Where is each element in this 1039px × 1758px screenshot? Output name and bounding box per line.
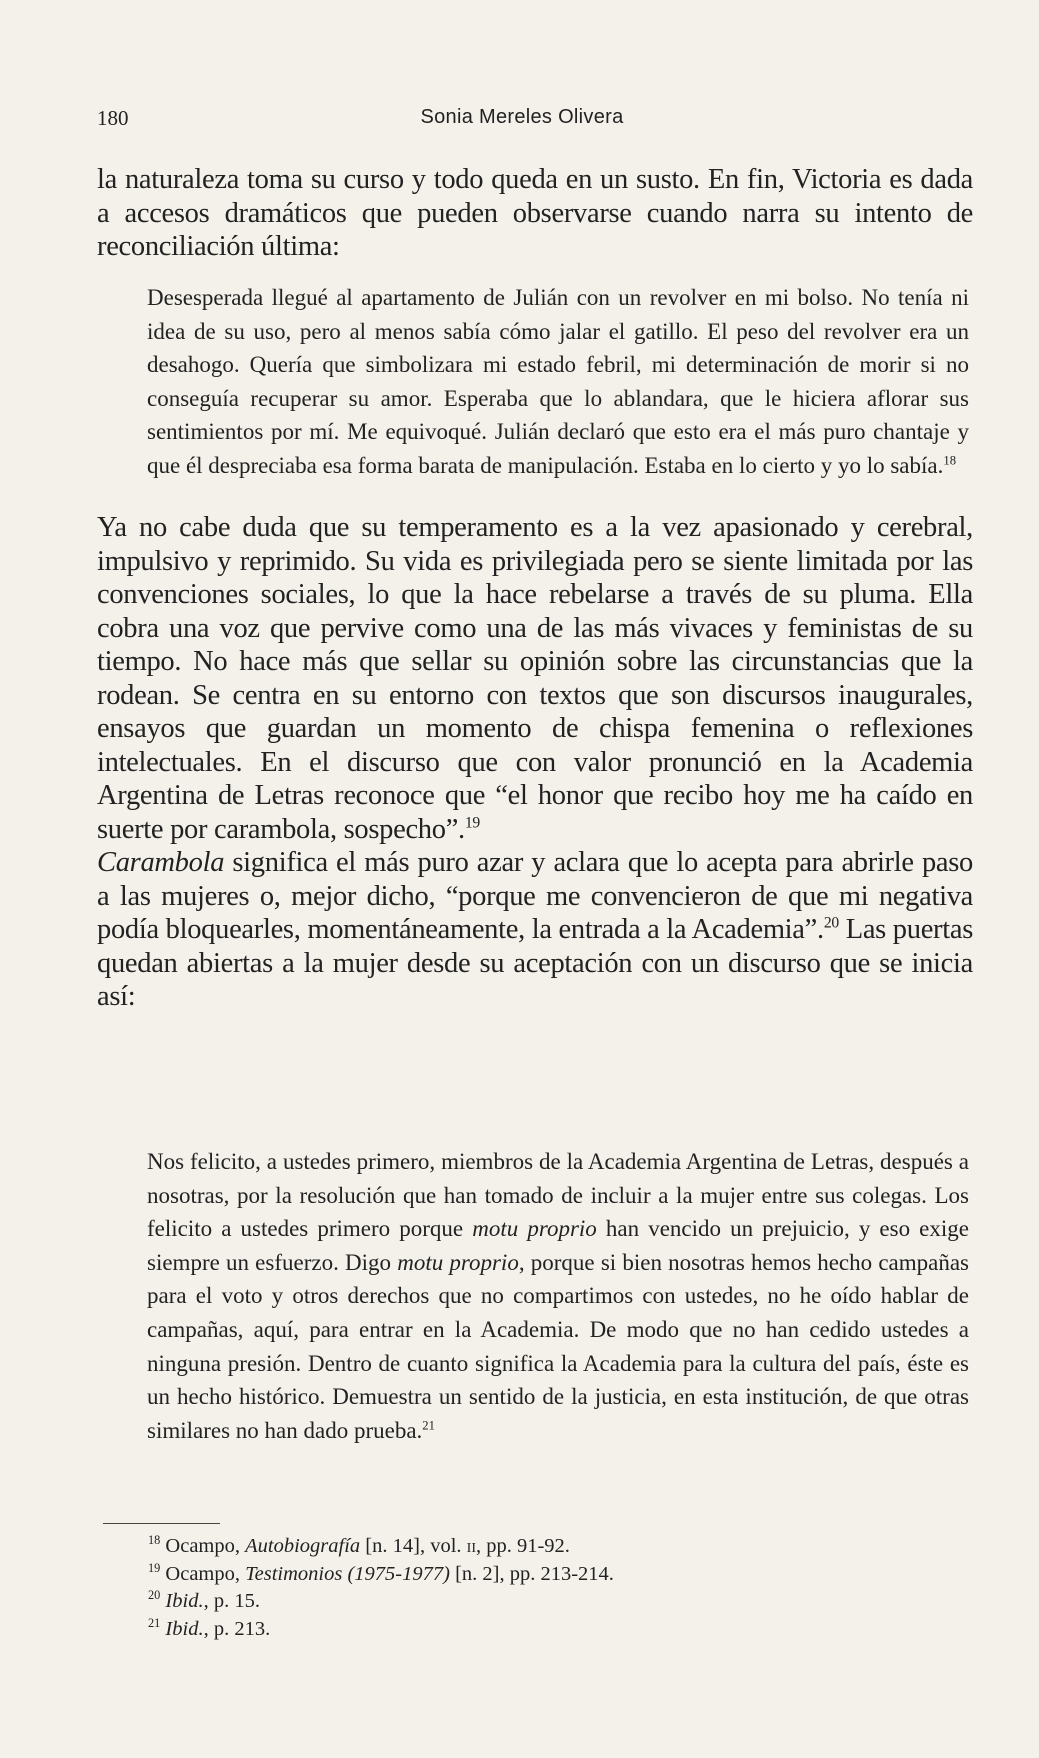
footnote-21 bbox=[148, 1616, 848, 1644]
quote-text-a: Nos felicito, a ustedes primero, miembros de la Academia Argentina de Letras, después a nosotras, por la resolución que han tomado de incluir a la mujer entre sus colegas. Los felicito a ustedes primero porque bbox=[147, 1149, 969, 1242]
footnote-volume: ii bbox=[466, 1535, 476, 1557]
note-ref-19: 19 bbox=[464, 814, 480, 831]
footnote-title: Ibid. bbox=[165, 1590, 204, 1612]
quote-text: Desesperada llegué al apartamento de Julián con un revolver en mi bolso. No tenía ni idea de su uso, pero al menos sabía cómo jalar el gatillo. El peso del revolver era un desahogo. Quería que simbolizara mi estado febril, mi determinación de morir si no conseguía recuperar su amor. Esperaba que lo ablandara, que le hiciera aflorar sus sentimientos por mí. Me equivoqué. Julián declaró que esto era el más puro chantaje y que él despreciaba esa forma barata de manipulación. Estaba en lo cierto y yo lo sabía. bbox=[147, 285, 969, 478]
footnote-text: Ocampo, bbox=[165, 1562, 246, 1585]
italic-term-carambola: Carambola bbox=[97, 847, 225, 878]
footnote-19 bbox=[148, 1561, 848, 1589]
paragraph-text-b: significa el más puro azar y aclara que lo acepta para abrirle paso a las mujeres o, mejor dicho, “porque me convencieron de que mi negativa podía bloquearles, momentáneamente, la entrada a la Academia”. bbox=[97, 847, 973, 945]
body-paragraph-2 bbox=[97, 511, 973, 1014]
quote-text-b: han vencido un prejuicio, y eso exige siempre un esfuerzo. Digo bbox=[147, 1216, 969, 1275]
footnote-text: Ocampo, bbox=[165, 1535, 246, 1557]
note-ref-21: 21 bbox=[422, 1418, 435, 1433]
footnote-title: Ibid. bbox=[165, 1617, 204, 1640]
footnote-number: 18 bbox=[148, 1533, 161, 1548]
footnote-18 bbox=[148, 1533, 848, 1561]
footnote-divider bbox=[103, 1523, 220, 1524]
note-ref-18: 18 bbox=[943, 453, 957, 468]
footnote-text: , p. 15. bbox=[203, 1590, 260, 1612]
block-quote-2 bbox=[147, 1145, 969, 1447]
paragraph-text-a: Ya no cabe duda que su temperamento es a la vez apasionado y cerebral, impulsivo y reprimido. Su vida es privilegiada pero se siente limitada por las convenciones sociales, lo que la hace rebelarse a través de su pluma. Ella cobra una voz que pervive como una de las más vivaces y feministas de su tiempo. No hace más que sellar su opinión sobre las circunstancias que la rodean. Se centra en su entorno con textos que son discursos inaugurales, ensayos que guardan un momento de chispa femenina o reflexiones intelectuales. En el discurso que con valor pronunció en la Academia Argentina de Letras reconoce que “el honor que recibo hoy me ha caído en suerte por carambola, sospecho”. bbox=[97, 512, 973, 845]
footnote-text: [n. 14], vol. bbox=[360, 1535, 467, 1557]
running-head: Sonia Mereles Olivera bbox=[420, 106, 624, 128]
footnote-title: Autobiografía bbox=[245, 1535, 361, 1557]
quote-text-c: , porque si bien nosotras hemos hecho campañas para el voto y otros derechos que no compartimos con ustedes, no he oído hablar de campañas, aquí, para entrar en la Academia. De modo que no han cedido ustedes a ninguna presión. Dentro de cuanto significa la Academia para la cultura del país, éste es un hecho histórico. Demuestra un sentido de la justicia, en esta institución, de que otras similares no han dado prueba. bbox=[147, 1249, 969, 1443]
footnotes bbox=[148, 1533, 848, 1643]
footnote-number: 20 bbox=[148, 1588, 161, 1603]
page-number: 180 bbox=[97, 106, 129, 130]
footnote-20 bbox=[148, 1588, 848, 1616]
paragraph-text: la naturaleza toma su curso y todo queda en un susto. En fin, Victoria es dada a accesos dramáticos que pueden observarse cuando narra su intento de reconciliación última: bbox=[97, 164, 973, 262]
block-quote-1 bbox=[147, 281, 969, 483]
footnote-text: , p. 213. bbox=[203, 1617, 271, 1640]
footnote-title: Testimonios (1975-1977) bbox=[245, 1562, 450, 1585]
footnote-text: [n. 2], pp. 213-214. bbox=[449, 1562, 614, 1585]
italic-term-motu-proprio-1: motu proprio bbox=[472, 1216, 597, 1242]
note-ref-20: 20 bbox=[823, 914, 839, 932]
paragraph-text-c: Las puertas quedan abiertas a la mujer desde su aceptación con un discurso que se inicia así: bbox=[97, 914, 973, 1012]
page-header bbox=[97, 106, 947, 136]
footnote-number: 19 bbox=[148, 1560, 161, 1575]
footnote-number: 21 bbox=[148, 1615, 161, 1630]
footnote-text: , pp. 91-92. bbox=[475, 1535, 570, 1557]
body-paragraph-1 bbox=[97, 163, 973, 264]
italic-term-motu-proprio-2: motu proprio bbox=[397, 1249, 519, 1275]
